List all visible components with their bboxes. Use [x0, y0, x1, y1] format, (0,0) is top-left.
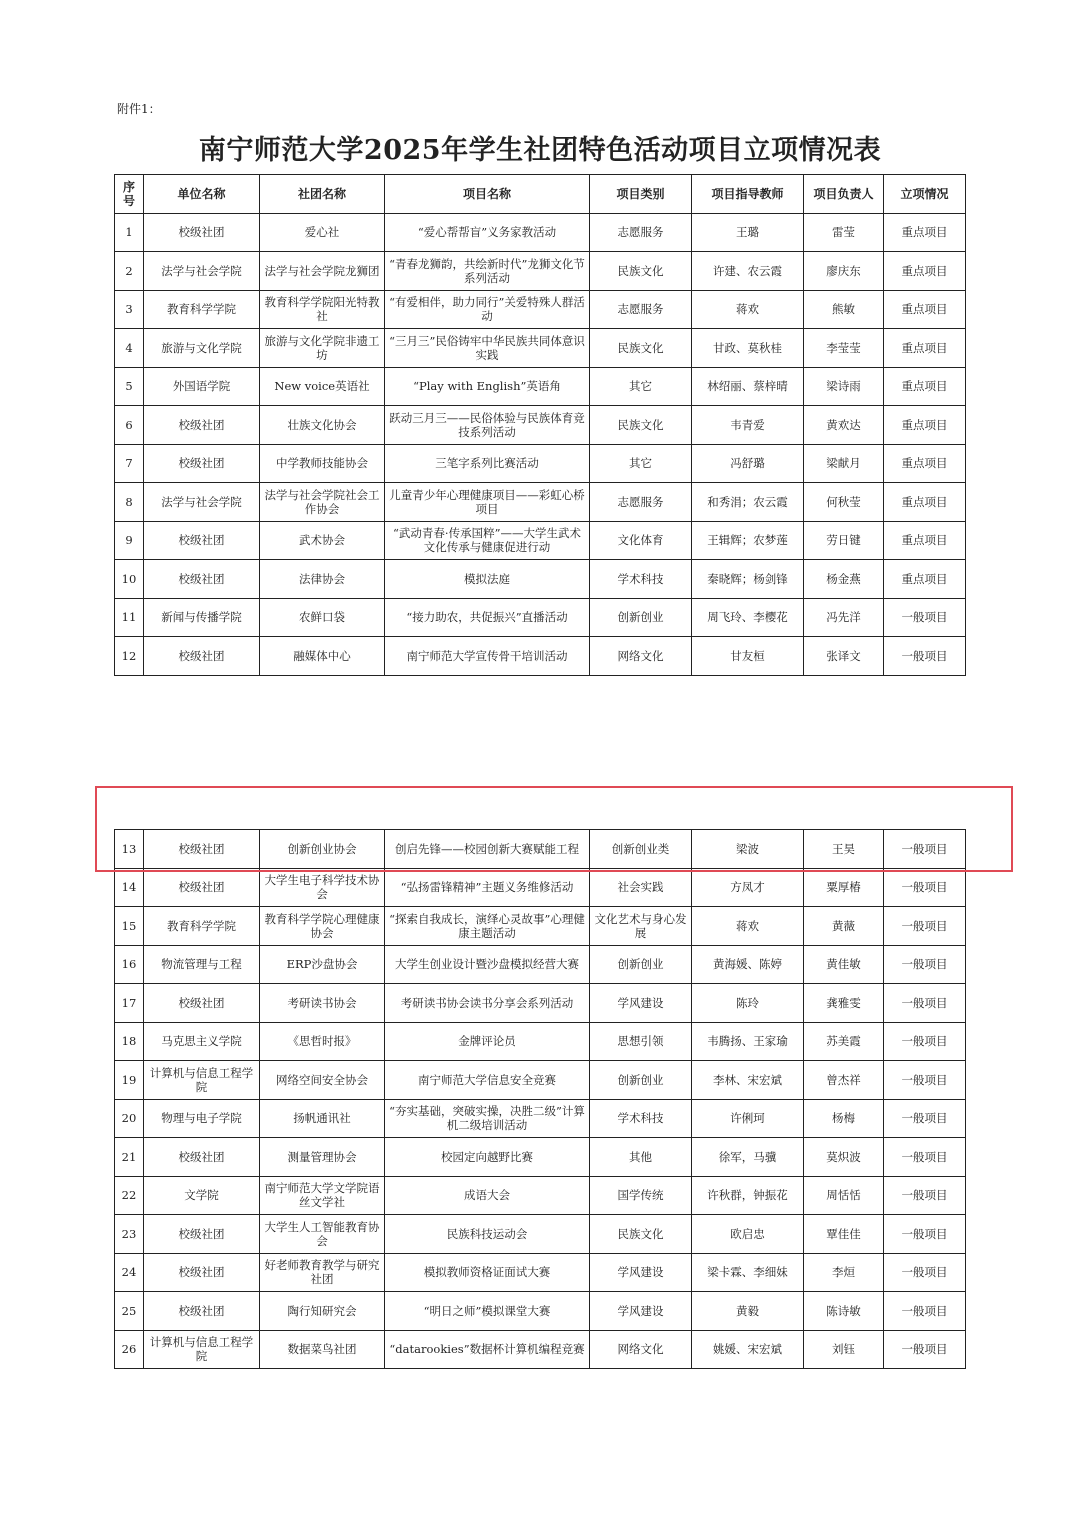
header-status: 立项情况: [884, 175, 966, 214]
cell-leader: 梁诗雨: [804, 367, 884, 406]
header-leader: 项目负责人: [804, 175, 884, 214]
cell-leader: 熊敏: [804, 290, 884, 329]
table-header-row: [115, 175, 966, 214]
cell-advisor: 林绍丽、蔡梓晴: [692, 367, 804, 406]
cell-leader: 梁献月: [804, 444, 884, 483]
cell-status: 重点项目: [884, 329, 966, 368]
cell-status: 重点项目: [884, 213, 966, 252]
table-row: [115, 598, 966, 637]
cell-advisor: 周飞玲、李樱花: [692, 598, 804, 637]
table-row: [115, 252, 966, 291]
cell-leader: 黄欢达: [804, 406, 884, 445]
cell-category: 志愿服务: [590, 483, 692, 522]
cell-club: 网络空间安全协会: [260, 1061, 385, 1100]
cell-unit: 马克思主义学院: [144, 1022, 260, 1061]
cell-unit: 物流管理与工程: [144, 945, 260, 984]
cell-advisor: 陈玲: [692, 984, 804, 1023]
cell-leader: 李烜: [804, 1253, 884, 1292]
cell-advisor: 黄海媛、陈婷: [692, 945, 804, 984]
cell-leader: 冯先洋: [804, 598, 884, 637]
cell-status: 一般项目: [884, 1330, 966, 1369]
cell-index: 3: [115, 290, 144, 329]
table-row: [115, 830, 966, 869]
table-row: [115, 329, 966, 368]
cell-project: “接力助农，共促振兴”直播活动: [385, 598, 590, 637]
cell-status: 一般项目: [884, 1138, 966, 1177]
cell-unit: 计算机与信息工程学院: [144, 1330, 260, 1369]
cell-advisor: 黄毅: [692, 1292, 804, 1331]
cell-advisor: 和秀涓；农云霞: [692, 483, 804, 522]
cell-unit: 物理与电子学院: [144, 1099, 260, 1138]
cell-leader: 龚雅雯: [804, 984, 884, 1023]
cell-status: 一般项目: [884, 1253, 966, 1292]
cell-club: 测量管理协会: [260, 1138, 385, 1177]
cell-advisor: 韦腾扬、王家瑜: [692, 1022, 804, 1061]
cell-project: 校园定向越野比赛: [385, 1138, 590, 1177]
cell-leader: 杨金燕: [804, 560, 884, 599]
table-row: [115, 907, 966, 946]
cell-category: 志愿服务: [590, 213, 692, 252]
cell-category: 创新创业类: [590, 830, 692, 869]
cell-category: 民族文化: [590, 252, 692, 291]
header-category: 项目类别: [590, 175, 692, 214]
cell-status: 一般项目: [884, 830, 966, 869]
header-unit: 单位名称: [144, 175, 260, 214]
cell-status: 一般项目: [884, 598, 966, 637]
cell-club: 数据菜鸟社团: [260, 1330, 385, 1369]
cell-project: 考研读书协会读书分享会系列活动: [385, 984, 590, 1023]
cell-project: “武动青春·传承国粹”——大学生武术文化传承与健康促进行动: [385, 521, 590, 560]
cell-index: 24: [115, 1253, 144, 1292]
cell-project: “三月三”民俗铸牢中华民族共同体意识实践: [385, 329, 590, 368]
cell-project: “有爱相伴，助力同行”关爱特殊人群活动: [385, 290, 590, 329]
cell-club: 好老师教育教学与研究社团: [260, 1253, 385, 1292]
cell-category: 网络文化: [590, 1330, 692, 1369]
cell-index: 1: [115, 213, 144, 252]
cell-leader: 何秋莹: [804, 483, 884, 522]
table-row: [115, 521, 966, 560]
cell-club: 壮族文化协会: [260, 406, 385, 445]
cell-advisor: 蒋欢: [692, 907, 804, 946]
cell-project: 跃动三月三——民俗体验与民族体育竞技系列活动: [385, 406, 590, 445]
cell-project: “夯实基础，突破实操，决胜二级”计算机二级培训活动: [385, 1099, 590, 1138]
cell-project: 创启先锋——校园创新大赛赋能工程: [385, 830, 590, 869]
cell-project: “青春龙狮韵，共绘新时代”龙狮文化节系列活动: [385, 252, 590, 291]
cell-advisor: 王璐: [692, 213, 804, 252]
cell-project: “datarookies”数据杯计算机编程竞赛: [385, 1330, 590, 1369]
header-project: 项目名称: [385, 175, 590, 214]
cell-unit: 校级社团: [144, 406, 260, 445]
cell-index: 21: [115, 1138, 144, 1177]
cell-leader: 覃佳佳: [804, 1215, 884, 1254]
cell-advisor: 方凤才: [692, 868, 804, 907]
cell-unit: 校级社团: [144, 830, 260, 869]
cell-index: 20: [115, 1099, 144, 1138]
cell-advisor: 秦晓辉；杨剑锋: [692, 560, 804, 599]
cell-club: 法学与社会学院龙狮团: [260, 252, 385, 291]
cell-club: 农鲜口袋: [260, 598, 385, 637]
cell-unit: 旅游与文化学院: [144, 329, 260, 368]
cell-project: 金牌评论员: [385, 1022, 590, 1061]
cell-status: 一般项目: [884, 1215, 966, 1254]
table-row: [115, 637, 966, 676]
cell-unit: 外国语学院: [144, 367, 260, 406]
cell-category: 民族文化: [590, 329, 692, 368]
cell-status: 重点项目: [884, 560, 966, 599]
cell-advisor: 许秋群，钟振花: [692, 1176, 804, 1215]
cell-club: New voice英语社: [260, 367, 385, 406]
cell-status: 一般项目: [884, 1099, 966, 1138]
cell-status: 重点项目: [884, 252, 966, 291]
cell-unit: 校级社团: [144, 213, 260, 252]
cell-status: 一般项目: [884, 637, 966, 676]
cell-category: 学风建设: [590, 984, 692, 1023]
table-row: [115, 1099, 966, 1138]
cell-unit: 教育科学学院: [144, 907, 260, 946]
cell-project: “探索自我成长，演绎心灵故事”心理健康主题活动: [385, 907, 590, 946]
table-row: [115, 406, 966, 445]
cell-project: 成语大会: [385, 1176, 590, 1215]
cell-club: 融媒体中心: [260, 637, 385, 676]
cell-project: “Play with English”英语角: [385, 367, 590, 406]
cell-category: 民族文化: [590, 1215, 692, 1254]
cell-leader: 刘钰: [804, 1330, 884, 1369]
project-table-part1: [114, 174, 966, 676]
cell-category: 国学传统: [590, 1176, 692, 1215]
cell-category: 学风建设: [590, 1253, 692, 1292]
cell-status: 一般项目: [884, 1292, 966, 1331]
cell-project: “爱心帮帮盲”义务家教活动: [385, 213, 590, 252]
cell-unit: 教育科学学院: [144, 290, 260, 329]
cell-index: 26: [115, 1330, 144, 1369]
cell-club: 武术协会: [260, 521, 385, 560]
cell-unit: 校级社团: [144, 1215, 260, 1254]
cell-advisor: 梁波: [692, 830, 804, 869]
cell-club: 大学生人工智能教育协会: [260, 1215, 385, 1254]
cell-advisor: 李林、宋宏斌: [692, 1061, 804, 1100]
header-index: 序号: [115, 175, 144, 214]
cell-leader: 陈诗敏: [804, 1292, 884, 1331]
cell-index: 4: [115, 329, 144, 368]
table-row: [115, 1138, 966, 1177]
cell-advisor: 姚媛、宋宏斌: [692, 1330, 804, 1369]
cell-advisor: 梁卡霖、李细妹: [692, 1253, 804, 1292]
cell-index: 2: [115, 252, 144, 291]
cell-status: 重点项目: [884, 367, 966, 406]
cell-club: 《思哲时报》: [260, 1022, 385, 1061]
table-row: [115, 1292, 966, 1331]
cell-index: 15: [115, 907, 144, 946]
cell-project: 南宁师范大学信息安全竞赛: [385, 1061, 590, 1100]
cell-category: 创新创业: [590, 598, 692, 637]
cell-category: 学术科技: [590, 560, 692, 599]
table-row: [115, 560, 966, 599]
cell-unit: 计算机与信息工程学院: [144, 1061, 260, 1100]
cell-project: 大学生创业设计暨沙盘模拟经营大赛: [385, 945, 590, 984]
attachment-label: 附件1：: [117, 102, 161, 116]
table-row: [115, 444, 966, 483]
cell-unit: 法学与社会学院: [144, 252, 260, 291]
cell-leader: 廖庆东: [804, 252, 884, 291]
cell-unit: 文学院: [144, 1176, 260, 1215]
cell-unit: 校级社团: [144, 1138, 260, 1177]
cell-category: 民族文化: [590, 406, 692, 445]
cell-status: 一般项目: [884, 1061, 966, 1100]
cell-index: 7: [115, 444, 144, 483]
page-title: 南宁师范大学2025年学生社团特色活动项目立项情况表: [198, 135, 882, 166]
cell-unit: 法学与社会学院: [144, 483, 260, 522]
cell-leader: 粟厚椿: [804, 868, 884, 907]
cell-index: 23: [115, 1215, 144, 1254]
cell-leader: 曾杰祥: [804, 1061, 884, 1100]
cell-project: 南宁师范大学宣传骨干培训活动: [385, 637, 590, 676]
cell-index: 18: [115, 1022, 144, 1061]
cell-club: ERP沙盘协会: [260, 945, 385, 984]
project-table-part2: [114, 829, 966, 1369]
cell-unit: 校级社团: [144, 637, 260, 676]
table-row: [115, 1330, 966, 1369]
cell-status: 一般项目: [884, 1022, 966, 1061]
cell-index: 9: [115, 521, 144, 560]
cell-status: 一般项目: [884, 1176, 966, 1215]
cell-category: 学术科技: [590, 1099, 692, 1138]
cell-index: 17: [115, 984, 144, 1023]
cell-club: 中学教师技能协会: [260, 444, 385, 483]
cell-club: 扬帆通讯社: [260, 1099, 385, 1138]
cell-status: 重点项目: [884, 444, 966, 483]
cell-club: 爱心社: [260, 213, 385, 252]
cell-index: 13: [115, 830, 144, 869]
cell-category: 学风建设: [590, 1292, 692, 1331]
cell-category: 志愿服务: [590, 290, 692, 329]
cell-status: 重点项目: [884, 406, 966, 445]
cell-status: 一般项目: [884, 984, 966, 1023]
cell-index: 11: [115, 598, 144, 637]
cell-category: 创新创业: [590, 1061, 692, 1100]
cell-category: 其他: [590, 1138, 692, 1177]
cell-project: 三笔字系列比赛活动: [385, 444, 590, 483]
table-row: [115, 1253, 966, 1292]
cell-index: 25: [115, 1292, 144, 1331]
cell-category: 创新创业: [590, 945, 692, 984]
cell-leader: 王昊: [804, 830, 884, 869]
table-row: [115, 367, 966, 406]
cell-project: 模拟法庭: [385, 560, 590, 599]
cell-project: 儿童青少年心理健康项目——彩虹心桥项目: [385, 483, 590, 522]
cell-club: 教育科学学院阳光特教社: [260, 290, 385, 329]
cell-leader: 雷莹: [804, 213, 884, 252]
cell-project: “弘扬雷锋精神”主题义务维修活动: [385, 868, 590, 907]
cell-unit: 校级社团: [144, 984, 260, 1023]
cell-advisor: 蒋欢: [692, 290, 804, 329]
cell-advisor: 韦青爱: [692, 406, 804, 445]
cell-project: “明日之师”模拟课堂大赛: [385, 1292, 590, 1331]
cell-unit: 校级社团: [144, 1253, 260, 1292]
cell-index: 14: [115, 868, 144, 907]
cell-leader: 黄薇: [804, 907, 884, 946]
cell-index: 12: [115, 637, 144, 676]
cell-index: 22: [115, 1176, 144, 1215]
cell-club: 法律协会: [260, 560, 385, 599]
cell-advisor: 甘政、莫秋桂: [692, 329, 804, 368]
cell-advisor: 许俐珂: [692, 1099, 804, 1138]
cell-club: 大学生电子科学技术协会: [260, 868, 385, 907]
cell-club: 陶行知研究会: [260, 1292, 385, 1331]
cell-category: 文化体育: [590, 521, 692, 560]
cell-leader: 黄佳敏: [804, 945, 884, 984]
cell-leader: 苏美霞: [804, 1022, 884, 1061]
cell-unit: 校级社团: [144, 868, 260, 907]
cell-club: 南宁师范大学文学院语丝文学社: [260, 1176, 385, 1215]
table-row: [115, 1176, 966, 1215]
cell-advisor: 欧启忠: [692, 1215, 804, 1254]
cell-unit: 校级社团: [144, 1292, 260, 1331]
cell-club: 旅游与文化学院非遗工坊: [260, 329, 385, 368]
cell-category: 网络文化: [590, 637, 692, 676]
cell-status: 重点项目: [884, 290, 966, 329]
cell-club: 法学与社会学院社会工作协会: [260, 483, 385, 522]
cell-status: 一般项目: [884, 868, 966, 907]
table-row: [115, 984, 966, 1023]
cell-index: 19: [115, 1061, 144, 1100]
cell-index: 10: [115, 560, 144, 599]
cell-advisor: 甘友桓: [692, 637, 804, 676]
cell-advisor: 许建、农云霞: [692, 252, 804, 291]
cell-club: 考研读书协会: [260, 984, 385, 1023]
cell-unit: 校级社团: [144, 521, 260, 560]
cell-index: 6: [115, 406, 144, 445]
cell-status: 一般项目: [884, 907, 966, 946]
table-row: [115, 1061, 966, 1100]
cell-unit: 校级社团: [144, 444, 260, 483]
table-row: [115, 1022, 966, 1061]
cell-unit: 校级社团: [144, 560, 260, 599]
cell-category: 社会实践: [590, 868, 692, 907]
cell-leader: 杨梅: [804, 1099, 884, 1138]
cell-category: 其它: [590, 444, 692, 483]
cell-leader: 周恬恬: [804, 1176, 884, 1215]
table-row: [115, 290, 966, 329]
cell-advisor: 冯舒璐: [692, 444, 804, 483]
cell-status: 重点项目: [884, 521, 966, 560]
header-club: 社团名称: [260, 175, 385, 214]
cell-advisor: 徐军，马骥: [692, 1138, 804, 1177]
cell-leader: 劳日键: [804, 521, 884, 560]
cell-leader: 莫炽波: [804, 1138, 884, 1177]
table-row: [115, 213, 966, 252]
cell-leader: 李莹莹: [804, 329, 884, 368]
cell-club: 创新创业协会: [260, 830, 385, 869]
table-row: [115, 483, 966, 522]
cell-index: 5: [115, 367, 144, 406]
cell-index: 16: [115, 945, 144, 984]
cell-index: 8: [115, 483, 144, 522]
cell-category: 文化艺术与身心发展: [590, 907, 692, 946]
cell-status: 一般项目: [884, 945, 966, 984]
cell-unit: 新闻与传播学院: [144, 598, 260, 637]
cell-status: 重点项目: [884, 483, 966, 522]
table-row: [115, 945, 966, 984]
cell-category: 其它: [590, 367, 692, 406]
cell-advisor: 王辑辉；农梦莲: [692, 521, 804, 560]
header-advisor: 项目指导教师: [692, 175, 804, 214]
cell-project: 模拟教师资格证面试大赛: [385, 1253, 590, 1292]
cell-project: 民族科技运动会: [385, 1215, 590, 1254]
cell-club: 教育科学学院心理健康协会: [260, 907, 385, 946]
cell-leader: 张译文: [804, 637, 884, 676]
table-row: [115, 868, 966, 907]
table-row: [115, 1215, 966, 1254]
cell-category: 思想引领: [590, 1022, 692, 1061]
